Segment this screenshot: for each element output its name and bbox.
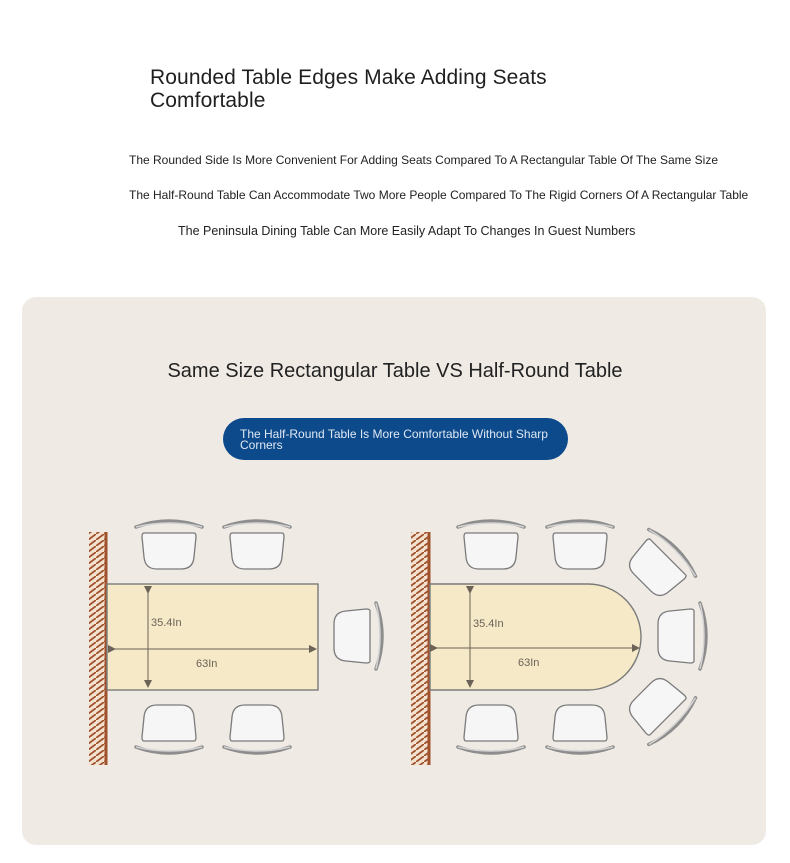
comparison-badge: The Half-Round Table Is More Comfortable Without Sharp Corners <box>223 418 568 460</box>
page-title: Rounded Table Edges Make Adding Seats Comfortable <box>150 66 547 112</box>
wall-hatch-left <box>89 532 107 765</box>
chair-icon <box>547 705 613 753</box>
rect-length-label: 63In <box>196 658 218 670</box>
point-peninsula-adapt: The Peninsula Dining Table Can More Easily Adapt To Changes In Guest Numbers <box>178 224 636 238</box>
point-two-more-people: The Half-Round Table Can Accommodate Two More People Compared To The Rigid Corners Of A Rectangular Table <box>129 188 749 202</box>
half-round-table <box>430 584 641 690</box>
chair-icon <box>658 603 706 669</box>
point-rounded-side: The Rounded Side Is More Convenient For Adding Seats Compared To A Rectangular Table Of The Same Size <box>129 153 719 167</box>
half-round-length-label: 63In <box>518 657 540 669</box>
half-round-table-group <box>411 521 706 765</box>
rectangular-table <box>107 584 318 690</box>
chair-icon <box>619 525 700 606</box>
chair-icon <box>136 521 202 569</box>
chair-icon <box>224 705 290 753</box>
chair-icon <box>334 603 382 669</box>
chair-icon <box>224 521 290 569</box>
chair-icon <box>547 521 613 569</box>
rect-depth-label: 35.4In <box>151 617 182 629</box>
half-round-depth-label: 35.4In <box>473 618 504 630</box>
chair-icon <box>458 521 524 569</box>
chair-icon <box>458 705 524 753</box>
chair-icon <box>136 705 202 753</box>
chair-icon <box>619 668 700 749</box>
rectangular-table-group <box>89 521 382 765</box>
wall-hatch-right <box>411 532 429 765</box>
comparison-title: Same Size Rectangular Table VS Half-Round Table <box>167 360 623 382</box>
